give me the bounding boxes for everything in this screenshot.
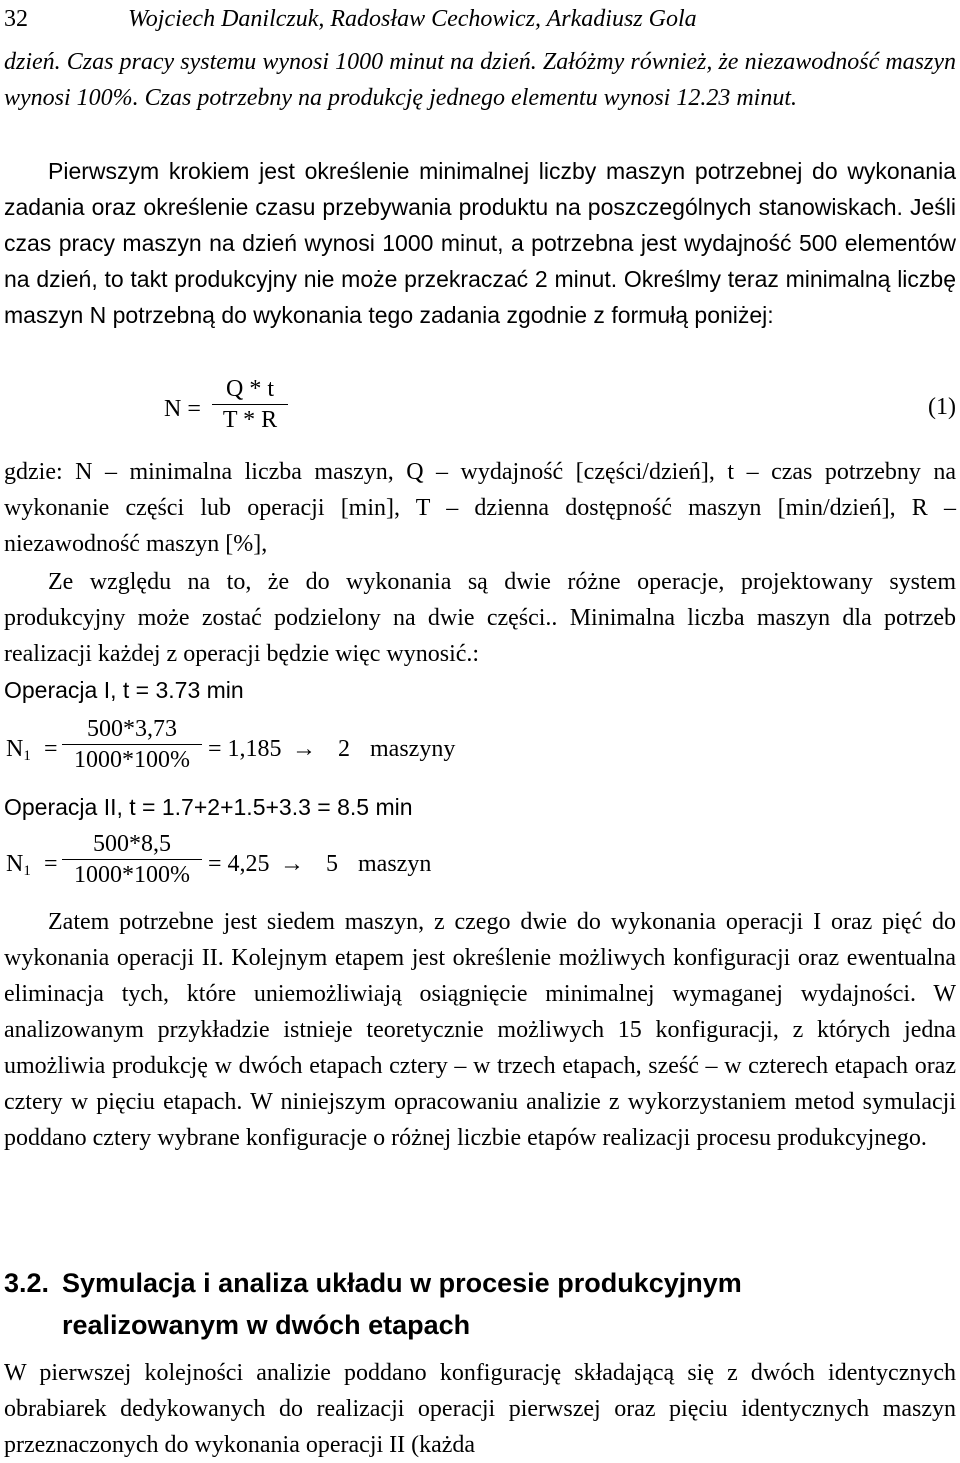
formula-1-lhs: N = (164, 396, 201, 422)
page-number: 32 (4, 6, 28, 32)
formula-op1-eq: = (44, 736, 58, 762)
formula-1-number: (1) (928, 394, 956, 420)
formula-op1-unit: maszyny (370, 736, 456, 762)
operation-1-label: Operacja I, t = 3.73 min (4, 677, 244, 703)
formula-op1-arrow: → (292, 736, 316, 762)
formula-op2-subscript: 1 (23, 863, 31, 879)
formula-1-fraction (212, 374, 288, 435)
formula-op2-lhs (6, 849, 31, 886)
page-header (4, 2, 956, 36)
formula-op2-arrow: → (280, 851, 304, 877)
formula-op2-result: = 4,25 (208, 851, 270, 877)
formula-op1-numerator: 500*3,73 (62, 714, 202, 745)
formula-op2-denominator: 1000*100% (74, 862, 190, 888)
formula-op2-symbol: N (6, 851, 24, 877)
formula-op2-numerator: 500*8,5 (62, 829, 202, 860)
formula-op2-unit: maszyn (358, 851, 432, 877)
formula-op2-fraction (62, 829, 202, 890)
formula-op1-symbol: N (6, 736, 24, 762)
formula-op1-rounded: 2 (338, 736, 350, 762)
formula-op1-subscript: 1 (23, 748, 31, 764)
formula-op1-lhs (6, 734, 31, 771)
paragraph-section-body: W pierwszej kolejności analizie poddano konfigurację składającą się z dwóch identycznych obrabiarek dedykowanych do realizacji operacji pierwszej oraz pięciu identycznych maszyn przeznaczonych do wykonania operacji II (każda (4, 1360, 956, 1458)
formula-op1-fraction (62, 714, 202, 775)
formula-op1-result: = 1,185 (208, 736, 282, 762)
formula-op2-eq: = (44, 851, 58, 877)
formula-1-denominator: T * R (222, 407, 278, 433)
formula-op2-rounded: 5 (326, 851, 338, 877)
section-number: 3.2. (4, 1268, 50, 1298)
paragraph-legend: gdzie: N – minimalna liczba maszyn, Q – wydajność [części/dzień], t – czas potrzebny na wykonanie części lub operacji [min], T – dzienna dostępność maszyn [min/dzień], R – niezawodność maszyn [%], (4, 459, 956, 557)
paragraph-first-step: Pierwszym krokiem jest określenie minimalnej liczby maszyn potrzebnej do wykonania zadania oraz określenie czasu przebywania produktu na poszczególnych stanowiskach. Jeśli czas pracy maszyn na dzień wynosi 1000 minut, a potrzebna jest wydajność 500 elementów na dzień, to takt produkcyjny nie może przekraczać 2 minut. Określmy teraz minimalną liczbę maszyn N potrzebną do wykonania tego zadania zgodnie z formułą poniżej: (4, 158, 956, 328)
operation-2-label: Operacja II, t = 1.7+2+1.5+3.3 = 8.5 min (4, 794, 413, 820)
paragraph-conclusion: Zatem potrzebne jest siedem maszyn, z czego dwie do wykonania operacji I oraz pięć do wykonania operacji II. Kolejnym etapem jest określenie możliwych konfiguracji oraz ewentualna eliminacja tych, które uniemożliwiają osiągnięcie minimalnej wymaganej wydajności. W analizowanym przykładzie istnieje teoretycznie możliwych 15 konfiguracji, z których jedna umożliwia produkcję w dwóch etapach cztery – w trzech etapach, sześć – w czterech etapach oraz cztery w pięciu etapach. W niniejszym opracowaniu analizie z wykorzystaniem metod symulacji poddano cztery wybrane konfiguracje o różnej liczbie etapów realizacji procesu produkcyjnego. (4, 909, 956, 1151)
paragraph-intro: dzień. Czas pracy systemu wynosi 1000 minut na dzień. Załóżmy również, że niezawodność maszyn wynosi 100%. Czas potrzebny na produkcję jednego elementu wynosi 12.23 minut. (4, 49, 956, 111)
paragraph-operations: Ze względu na to, że do wykonania są dwie różne operacje, projektowany system produkcyjny może zostać podzielony na dwie części.. Minimalna liczba maszyn dla potrzeb realizacji każdej z operacji będzie więc wynosić.: (4, 569, 956, 667)
running-title: Wojciech Danilczuk, Radosław Cechowicz, Arkadiusz Gola (128, 6, 697, 32)
formula-1-numerator: Q * t (212, 374, 288, 405)
section-title-line-1: Symulacja i analiza układu w procesie produkcyjnym (62, 1268, 742, 1298)
section-title-line-2: realizowanym w dwóch etapach (62, 1310, 471, 1340)
formula-op1-denominator: 1000*100% (74, 747, 190, 773)
